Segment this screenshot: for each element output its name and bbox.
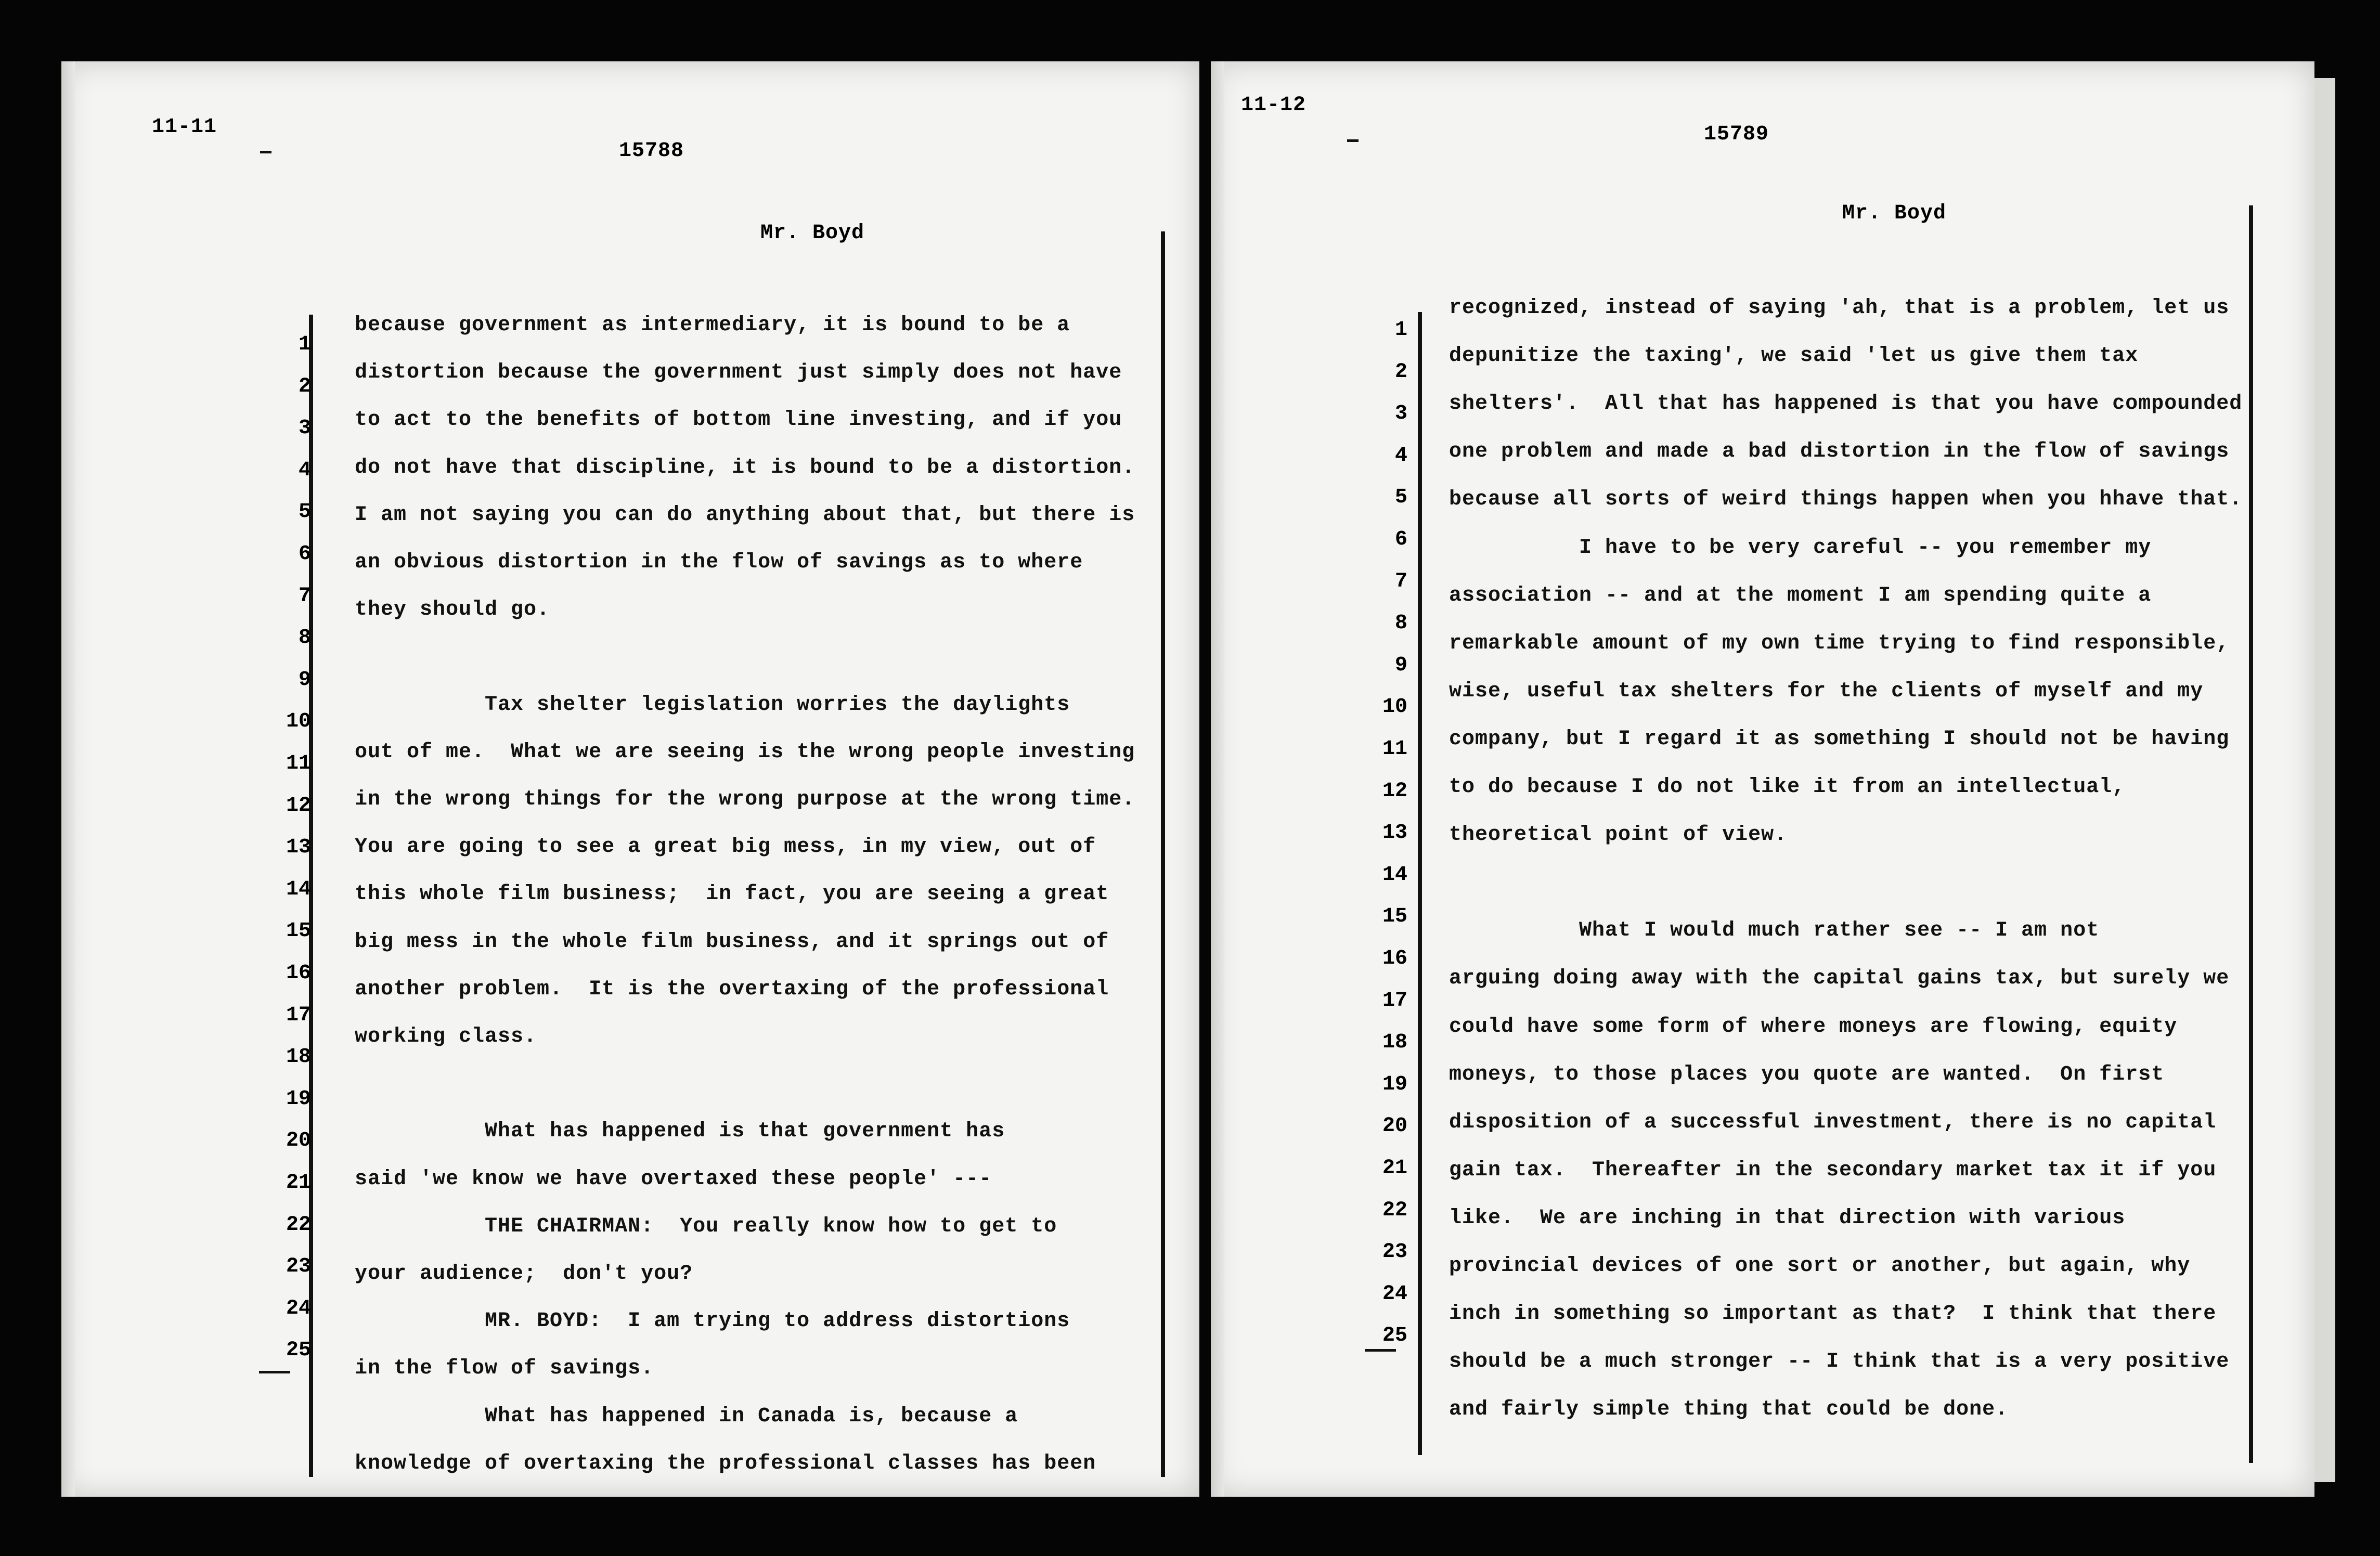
transcript-line: I am not saying you can do anything about that, but there is xyxy=(355,503,1135,527)
line-number: 3 xyxy=(1394,402,1407,426)
line-number: 16 xyxy=(1382,947,1407,970)
line-number: 24 xyxy=(286,1296,311,1320)
page-number: 15789 xyxy=(1704,123,1769,146)
line-number: 13 xyxy=(1382,821,1407,845)
line-number: 2 xyxy=(298,374,311,398)
transcript-line: because government as intermediary, it is bound to be a xyxy=(355,314,1070,337)
transcript-line: to act to the benefits of bottom line investing, and if you xyxy=(355,408,1122,432)
line-number: 23 xyxy=(286,1255,311,1279)
line-number: 3 xyxy=(298,417,311,440)
right-margin-rule xyxy=(2249,205,2253,1463)
line-number: 24 xyxy=(1382,1282,1407,1306)
transcript-line: one problem and made a bad distortion in the flow of savings xyxy=(1449,440,2230,464)
transcript-line: knowledge of overtaxing the professional classes has been xyxy=(355,1451,1096,1475)
line-number: 21 xyxy=(1382,1157,1407,1180)
header-dash xyxy=(260,151,271,153)
transcript-line: do not have that discipline, it is bound to be a distortion. xyxy=(355,456,1135,479)
speaker-heading: Mr. Boyd xyxy=(1842,202,1947,225)
line-number: 11 xyxy=(1382,737,1407,761)
line-number: 7 xyxy=(298,584,311,608)
transcript-line: should be a much stronger -- I think that is a very positive xyxy=(1449,1350,2230,1374)
transcript-line: big mess in the whole film business, and it springs out of xyxy=(355,930,1109,954)
transcript-line: gain tax. Thereafter in the secondary market tax it if you xyxy=(1449,1158,2217,1182)
transcript-line: provincial devices of one sort or another, but again, why xyxy=(1449,1254,2191,1278)
line-number: 12 xyxy=(286,794,311,818)
line-number: 8 xyxy=(1394,612,1407,636)
line-number: 13 xyxy=(286,836,311,860)
transcript-line: shelters'. All that has happened is that you have compounded xyxy=(1449,392,2243,416)
line-number: 23 xyxy=(1382,1240,1407,1264)
transcript-line: moneys, to those places you quote are wanted. On first xyxy=(1449,1062,2165,1086)
line-number: 5 xyxy=(298,500,311,524)
transcript-line: said 'we know we have overtaxed these people' --- xyxy=(355,1167,992,1191)
line-number: 9 xyxy=(1394,653,1407,677)
page-edge-tab xyxy=(2314,78,2335,1482)
transcript-line: You are going to see a great big mess, in my view, out of xyxy=(355,835,1096,859)
line-number: 4 xyxy=(298,458,311,482)
line-number: 22 xyxy=(286,1213,311,1237)
line-number: 14 xyxy=(1382,863,1407,887)
sheet-id: 11-11 xyxy=(152,115,217,139)
line-number: 15 xyxy=(286,919,311,943)
right-margin-rule xyxy=(1161,231,1165,1477)
line-number: 1 xyxy=(298,333,311,356)
transcript-line: they should go. xyxy=(355,598,550,622)
transcript-line: because all sorts of weird things happen when you hhave that. xyxy=(1449,488,2243,512)
line-number: 20 xyxy=(1382,1114,1407,1138)
transcript-line: depunitize the taxing', we said 'let us give them tax xyxy=(1449,344,2139,368)
line-number: 12 xyxy=(1382,779,1407,803)
header-dash xyxy=(1347,139,1359,142)
transcript-line: What has happened is that government has xyxy=(355,1120,1005,1144)
transcript-line: remarkable amount of my own time trying to find responsible, xyxy=(1449,631,2230,655)
transcript-line: out of me. What we are seeing is the wrong people investing xyxy=(355,740,1135,764)
line-number: 25 xyxy=(286,1339,311,1363)
transcript-line: theoretical point of view. xyxy=(1449,823,1788,847)
transcript-line: recognized, instead of saying 'ah, that is a problem, let us xyxy=(1449,296,2230,320)
line-number: 16 xyxy=(286,962,311,985)
transcript-line: and fairly simple thing that could be done. xyxy=(1449,1398,2009,1422)
transcript-line: arguing doing away with the capital gains tax, but surely we xyxy=(1449,967,2230,991)
line-number: 5 xyxy=(1394,486,1407,510)
page-edge xyxy=(1211,61,1224,1497)
page-number: 15788 xyxy=(619,139,684,163)
transcript-line: an obvious distortion in the flow of savings as to where xyxy=(355,551,1083,574)
transcript-line: What has happened in Canada is, because a xyxy=(355,1404,1018,1428)
line-number: 10 xyxy=(1382,695,1407,719)
transcript-line: working class. xyxy=(355,1025,537,1048)
line-number: 4 xyxy=(1394,444,1407,468)
transcript-line: company, but I regard it as something I should not be having xyxy=(1449,727,2230,751)
line-number: 9 xyxy=(298,668,311,692)
transcript-line: this whole film business; in fact, you are seeing a great xyxy=(355,883,1109,906)
line-number: 2 xyxy=(1394,360,1407,384)
line-number: 18 xyxy=(286,1045,311,1069)
line-number: 14 xyxy=(286,877,311,901)
transcript-line: another problem. It is the overtaxing of the professional xyxy=(355,977,1109,1001)
line-number: 11 xyxy=(286,752,311,775)
transcript-line: could have some form of where moneys are flowing, equity xyxy=(1449,1015,2178,1039)
transcript-line: THE CHAIRMAN: You really know how to get to xyxy=(355,1214,1057,1238)
line-number: 18 xyxy=(1382,1031,1407,1055)
transcript-line: association -- and at the moment I am spending quite a xyxy=(1449,584,2152,607)
line-25-dash xyxy=(1365,1349,1396,1352)
transcript-line: in the wrong things for the wrong purpose at the wrong time. xyxy=(355,788,1135,811)
line-number: 19 xyxy=(1382,1072,1407,1096)
line-number: 10 xyxy=(286,710,311,734)
line-number: 8 xyxy=(298,626,311,650)
line-number: 20 xyxy=(286,1129,311,1153)
transcript-line: Tax shelter legislation worries the daylights xyxy=(355,693,1070,717)
transcript-line: inch in something so important as that? I think that there xyxy=(1449,1302,2217,1326)
line-number: 15 xyxy=(1382,905,1407,929)
line-number: 21 xyxy=(286,1171,311,1195)
line-number: 19 xyxy=(286,1087,311,1111)
transcript-line: in the flow of savings. xyxy=(355,1357,654,1381)
line-25-dash xyxy=(259,1371,290,1373)
transcript-line: to do because I do not like it from an intellectual, xyxy=(1449,775,2126,799)
line-number: 1 xyxy=(1394,318,1407,342)
line-number: 6 xyxy=(298,542,311,566)
transcript-line: What I would much rather see -- I am not xyxy=(1449,919,2100,943)
transcript-line: distortion because the government just simply does not have xyxy=(355,361,1122,385)
line-number: 25 xyxy=(1382,1324,1407,1348)
left-margin-rule xyxy=(1418,312,1422,1455)
sheet-id: 11-12 xyxy=(1241,94,1307,117)
line-number: 22 xyxy=(1382,1198,1407,1222)
transcript-line: your audience; don't you? xyxy=(355,1262,693,1286)
line-number: 17 xyxy=(286,1003,311,1027)
transcript-line: I have to be very careful -- you remember my xyxy=(1449,536,2152,560)
line-number: 6 xyxy=(1394,528,1407,551)
page-edge xyxy=(61,61,75,1497)
transcript-line: wise, useful tax shelters for the clients of myself and my xyxy=(1449,679,2204,703)
transcript-line: like. We are inching in that direction with various xyxy=(1449,1206,2126,1230)
line-number: 7 xyxy=(1394,569,1407,593)
speaker-heading: Mr. Boyd xyxy=(760,222,865,245)
transcript-line: MR. BOYD: I am trying to address distortions xyxy=(355,1309,1070,1333)
transcript-line: disposition of a successful investment, there is no capital xyxy=(1449,1110,2217,1134)
line-number: 17 xyxy=(1382,989,1407,1013)
